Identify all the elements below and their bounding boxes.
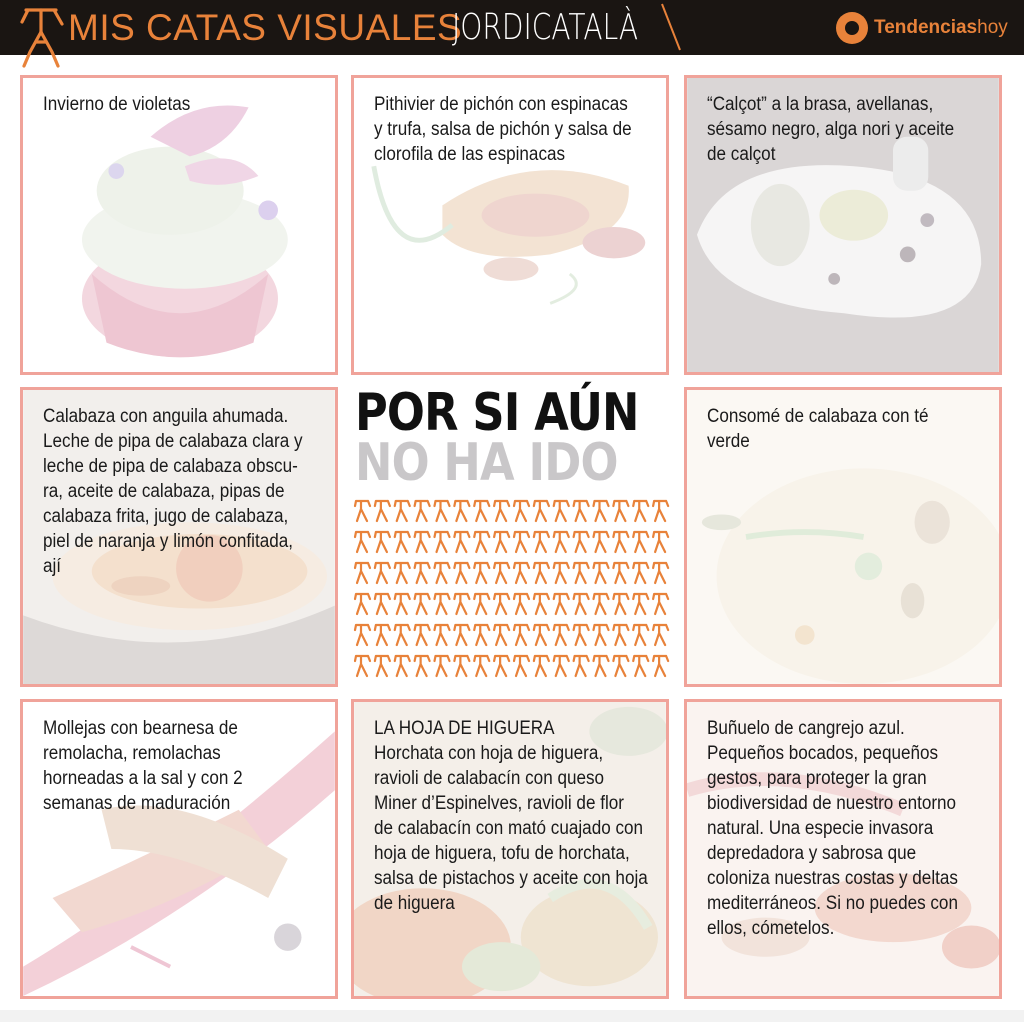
corkscrew-mark-icon (653, 532, 668, 552)
caption-line: Leche de pipa de calabaza clara y (43, 431, 303, 452)
corkscrew-mark-icon (594, 625, 609, 645)
corkscrew-mark-icon (395, 532, 410, 552)
corkscrew-mark-icon (574, 594, 589, 614)
corkscrew-mark-icon (494, 656, 509, 676)
corkscrew-mark-icon (474, 532, 489, 552)
caption-line: salsa de pistachos y aceite con hoja (374, 868, 648, 889)
caption-line: Pithivier de pichón con espinacas (374, 94, 628, 115)
caption-line: horneadas a la sal y con 2 (43, 768, 243, 789)
corkscrew-mark-icon (494, 594, 509, 614)
corkscrew-mark-icon (494, 625, 509, 645)
caption-line: LA HOJA DE HIGUERA (374, 718, 555, 739)
corkscrew-mark-icon (554, 563, 569, 583)
corkscrew-icon (18, 2, 66, 70)
corkscrew-mark-icon (514, 625, 529, 645)
corkscrew-mark-icon (454, 656, 469, 676)
tendencias-logo-icon (836, 12, 868, 44)
caption-line: ravioli de calabacín con queso (374, 768, 605, 789)
corkscrew-mark-icon (435, 501, 450, 521)
corkscrew-mark-icon (415, 625, 430, 645)
corkscrew-mark-icon (653, 594, 668, 614)
corkscrew-mark-icon (375, 594, 390, 614)
corkscrew-mark-icon (514, 563, 529, 583)
caption-line: semanas de maduración (43, 793, 231, 814)
corkscrew-mark-icon (514, 501, 529, 521)
corkscrew-mark-icon (613, 563, 628, 583)
partner-bold: Tendencias (874, 17, 978, 38)
headline-line-2: NO HA IDO (355, 433, 618, 493)
corkscrew-mark-icon (474, 594, 489, 614)
corkscrew-mark-icon (613, 594, 628, 614)
caption-line: depredadora y sabrosa que (707, 843, 917, 864)
tile-caption (707, 404, 995, 454)
tile-caption (374, 716, 662, 916)
corkscrew-mark-icon (454, 563, 469, 583)
corkscrew-mark-icon (435, 563, 450, 583)
corkscrew-mark-icon (574, 656, 589, 676)
tile-caption (43, 716, 331, 816)
corkscrew-mark-icon (355, 656, 370, 676)
corkscrew-mark-icon (395, 563, 410, 583)
corkscrew-mark-icon (494, 563, 509, 583)
tile-hoja-higuera[interactable] (351, 699, 669, 999)
corkscrew-mark-icon (454, 532, 469, 552)
corkscrew-mark-icon (633, 501, 648, 521)
tile-pithivier[interactable] (351, 75, 669, 375)
caption-line: ellos, cómetelos. (707, 918, 835, 939)
corkscrew-mark-icon (415, 532, 430, 552)
caption-line: de calabacín con mató cuajado con (374, 818, 644, 839)
corkscrew-mark-icon (534, 501, 549, 521)
caption-line: Buñuelo de cangrejo azul. (707, 718, 905, 739)
corkscrew-mark-icon (494, 532, 509, 552)
corkscrew-mark-icon (613, 625, 628, 645)
corkscrew-mark-icon (435, 594, 450, 614)
corkscrew-mark-icon (454, 501, 469, 521)
caption-line: gestos, para proteger la gran (707, 768, 927, 789)
corkscrew-mark-icon (514, 656, 529, 676)
corkscrew-mark-icon (594, 594, 609, 614)
caption-line: ají (43, 556, 62, 577)
corkscrew-mark-icon (613, 656, 628, 676)
corkscrew-mark-icon (415, 656, 430, 676)
caption-line: Horchata con hoja de higuera, (374, 743, 604, 764)
tile-caption (374, 92, 662, 167)
caption-line: Calabaza con anguila ahumada. (43, 406, 289, 427)
corkscrew-mark-icon (653, 625, 668, 645)
tile-calcot[interactable] (684, 75, 1002, 375)
corkscrew-mark-icon (554, 501, 569, 521)
tile-mollejas[interactable] (20, 699, 338, 999)
corkscrew-mark-icon (355, 501, 370, 521)
corkscrew-pattern-icon (353, 495, 671, 681)
corkscrew-mark-icon (574, 501, 589, 521)
header-bar (0, 0, 1024, 55)
corkscrew-mark-icon (633, 625, 648, 645)
header-brand: JORDICATALÀ (452, 7, 639, 48)
corkscrew-mark-icon (653, 563, 668, 583)
caption-line: coloniza nuestras costas y deltas (707, 868, 958, 889)
corkscrew-mark-icon (375, 501, 390, 521)
corkscrew-mark-icon (375, 563, 390, 583)
corkscrew-mark-icon (355, 594, 370, 614)
corkscrew-mark-icon (474, 625, 489, 645)
corkscrew-mark-icon (633, 594, 648, 614)
tile-caption (707, 716, 995, 941)
corkscrew-mark-icon (355, 563, 370, 583)
corkscrew-mark-icon (554, 656, 569, 676)
corkscrew-mark-icon (474, 501, 489, 521)
corkscrew-mark-icon (415, 563, 430, 583)
corkscrew-mark-icon (613, 532, 628, 552)
caption-line: y trufa, salsa de pichón y salsa de (374, 119, 632, 140)
corkscrew-mark-icon (395, 501, 410, 521)
caption-line: calabaza frita, jugo de calabaza, (43, 506, 289, 527)
corkscrew-mark-icon (613, 501, 628, 521)
corkscrew-mark-icon (594, 501, 609, 521)
header-title: MIS CATAS VISUALES (68, 7, 463, 48)
corkscrew-mark-icon (554, 532, 569, 552)
caption-line: mediterráneos. Si no puedes con (707, 893, 958, 914)
caption-line: “Calçot” a la brasa, avellanas, (707, 94, 934, 115)
corkscrew-mark-icon (594, 563, 609, 583)
corkscrew-mark-icon (554, 625, 569, 645)
tile-caption (43, 404, 331, 579)
corkscrew-mark-icon (554, 594, 569, 614)
corkscrew-mark-icon (395, 656, 410, 676)
tile-invierno-violetas[interactable] (20, 75, 338, 375)
tile-consome-calabaza[interactable] (684, 387, 1002, 687)
caption-line: biodiversidad de nuestro entorno (707, 793, 957, 814)
corkscrew-mark-icon (435, 625, 450, 645)
corkscrew-mark-icon (375, 656, 390, 676)
corkscrew-mark-icon (633, 563, 648, 583)
brand-accent-icon (660, 2, 682, 52)
headline-line-1: POR SI AÚN (355, 383, 639, 443)
corkscrew-mark-icon (474, 656, 489, 676)
corkscrew-mark-icon (534, 625, 549, 645)
caption-line: natural. Una especie invasora (707, 818, 934, 839)
corkscrew-mark-icon (633, 656, 648, 676)
footer-strip (0, 1010, 1024, 1022)
caption-line: leche de pipa de calabaza obscu- (43, 456, 298, 477)
partner-light: hoy (977, 17, 1008, 38)
tile-bunuelo-cangrejo[interactable] (684, 699, 1002, 999)
corkscrew-mark-icon (454, 594, 469, 614)
caption-line: Mollejas con bearnesa de (43, 718, 238, 739)
corkscrew-mark-icon (574, 563, 589, 583)
corkscrew-mark-icon (435, 532, 450, 552)
partner-logo[interactable] (874, 16, 1008, 40)
caption-line: remolacha, remolachas (43, 743, 221, 764)
corkscrew-mark-icon (375, 625, 390, 645)
corkscrew-mark-icon (514, 532, 529, 552)
corkscrew-mark-icon (534, 563, 549, 583)
tile-caption (43, 92, 331, 117)
tile-caption (707, 92, 995, 167)
corkscrew-mark-icon (355, 532, 370, 552)
corkscrew-mark-icon (454, 625, 469, 645)
caption-line: clorofila de las espinacas (374, 144, 566, 165)
corkscrew-mark-icon (633, 532, 648, 552)
caption-line: Miner d’Espinelves, ravioli de flor (374, 793, 624, 814)
caption-line: piel de naranja y limón confitada, (43, 531, 294, 552)
caption-line: de calçot (707, 144, 776, 165)
corkscrew-mark-icon (355, 625, 370, 645)
dish-image (23, 78, 335, 372)
corkscrew-mark-icon (375, 532, 390, 552)
center-headline-block (351, 383, 669, 687)
corkscrew-mark-icon (494, 501, 509, 521)
caption-line: Pequeños bocados, pequeños (707, 743, 939, 764)
corkscrew-mark-icon (514, 594, 529, 614)
caption-line: hoja de higuera, tofu de horchata, (374, 843, 630, 864)
corkscrew-mark-icon (415, 501, 430, 521)
caption-line: ra, aceite de calabaza, pipas de (43, 481, 285, 502)
corkscrew-mark-icon (574, 625, 589, 645)
corkscrew-mark-icon (653, 501, 668, 521)
corkscrew-mark-icon (534, 656, 549, 676)
corkscrew-mark-icon (395, 625, 410, 645)
corkscrew-mark-icon (415, 594, 430, 614)
corkscrew-mark-icon (395, 594, 410, 614)
caption-line: de higuera (374, 893, 455, 914)
corkscrew-mark-icon (534, 594, 549, 614)
caption-line: Consomé de calabaza con té (707, 406, 929, 427)
caption-line: verde (707, 431, 750, 452)
corkscrew-mark-icon (594, 656, 609, 676)
corkscrew-mark-icon (594, 532, 609, 552)
corkscrew-mark-icon (574, 532, 589, 552)
caption-line: Invierno de violetas (43, 94, 191, 115)
corkscrew-mark-icon (534, 532, 549, 552)
tile-calabaza-anguila[interactable] (20, 387, 338, 687)
corkscrew-mark-icon (435, 656, 450, 676)
corkscrew-mark-icon (653, 656, 668, 676)
corkscrew-mark-icon (474, 563, 489, 583)
caption-line: sésamo negro, alga nori y aceite (707, 119, 955, 140)
